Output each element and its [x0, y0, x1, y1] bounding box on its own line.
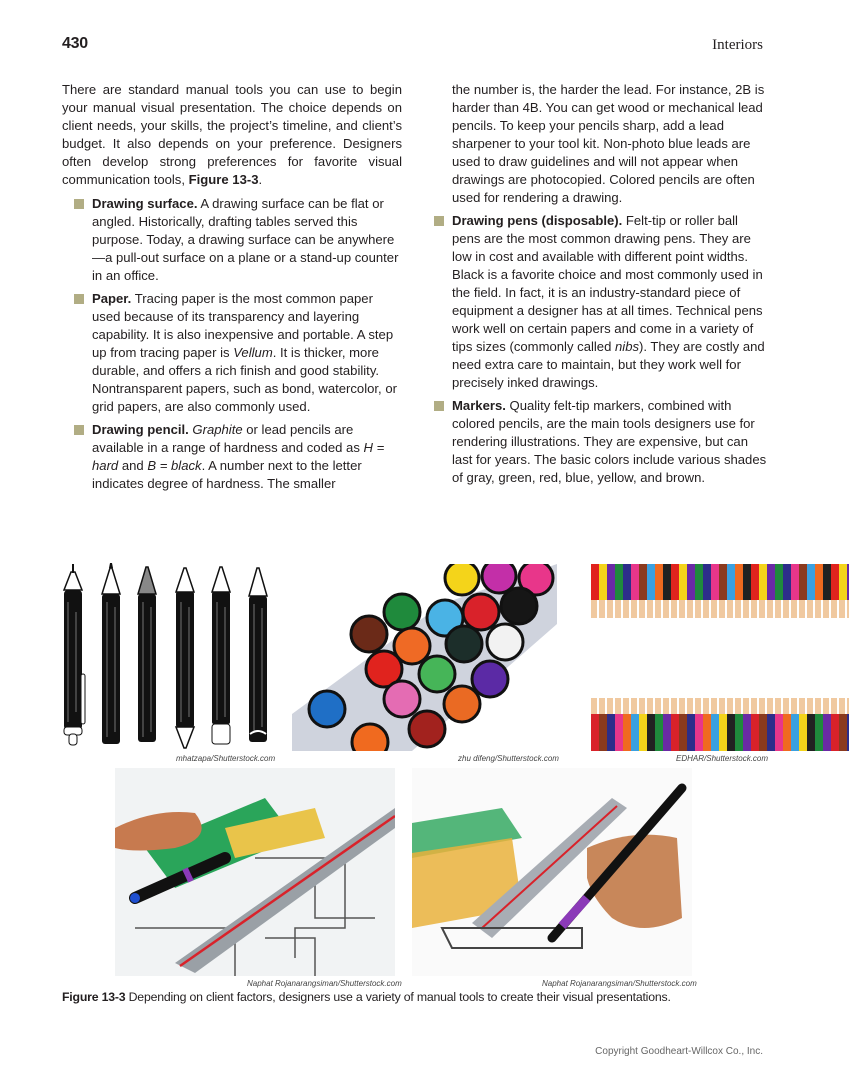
markers-icon [292, 564, 557, 751]
hand-with-pen-icon [412, 768, 692, 976]
bullet-drawing-pencil: Drawing pencil. Graphite or lead pencils are available in a range of hardness and coded as H = hard and B = black. A number next to the letter indicates degree of hardness. The smaller [62, 421, 402, 493]
square-bullet-icon [434, 216, 444, 226]
bullet-paper: Paper. Tracing paper is the most common paper used because of its transparency and layering capability. It is also inexpensive and portable. A step up from tracing paper is Vellum. It is thicker, more durable, and offers a rich finish and good stability. Nontransparent papers, such as bond, watercolor, or grid papers, are also commonly used. [62, 290, 402, 416]
left-column [62, 81, 402, 498]
figure-reference: Figure 13-3 [188, 172, 259, 187]
bullet-markers: Markers. Quality felt-tip markers, combined with colored pencils, are the main tools designers use for rendering illustrations. They are expensive, but can last for years. The basic colors include various shades of gray, green, red, blue, yellow, and brown. [431, 397, 769, 487]
bullet-title: Drawing pens (disposable). [452, 213, 623, 228]
photo-credit: Naphat Rojanarangsiman/Shutterstock.com [247, 979, 402, 988]
bullet-drawing-pens: Drawing pens (disposable). Felt-tip or roller ball pens are the most common drawing pens. They are low in cost and available with different point widths. Black is a favorite choice and most commonly used in the field. In fact, it is an industry-standard piece of equipment a designer has at all times. Technical pens work well on certain papers and come in a variety of tips sizes (commonly called nibs). They are costly and need extra care to maintain, but they work well for precisely inked drawings. [431, 212, 769, 392]
figure-caption: Figure 13-3 Depending on client factors, designers use a variety of manual tools to create their visual presentations. [62, 990, 671, 1004]
pencil-tips-top [591, 600, 849, 618]
running-head: Interiors [712, 37, 763, 53]
pencil-row-top [591, 564, 849, 600]
copyright-notice: Copyright Goodheart-Willcox Co., Inc. [595, 1046, 763, 1057]
photo-marker-caps [292, 564, 557, 751]
pencil-row-bottom [591, 714, 849, 751]
square-bullet-icon [434, 401, 444, 411]
bullet-title: Drawing surface. [92, 196, 198, 211]
photo-credit: Naphat Rojanarangsiman/Shutterstock.com [542, 979, 697, 988]
bullet-title: Markers. [452, 398, 506, 413]
pencil-drawing-icon [58, 562, 288, 752]
square-bullet-icon [74, 425, 84, 435]
photo-scale-ruler-templates [115, 768, 395, 976]
photo-hand-drawing [412, 768, 692, 976]
bullet-title: Paper. [92, 291, 132, 306]
square-bullet-icon [74, 199, 84, 209]
square-bullet-icon [74, 294, 84, 304]
photo-credit: zhu difeng/Shutterstock.com [458, 754, 559, 763]
bullet-drawing-surface: Drawing surface. A drawing surface can be flat or angled. Historically, drafting tables served this purpose. Today, a drawing surface can be anywhere—a pull-out surface on a plane or a stand-up counter in an office. [62, 195, 402, 285]
right-column [431, 81, 769, 492]
intro-paragraph: There are standard manual tools you can use to begin your manual visual presentation. The choice depends on client needs, your skills, the project’s timeline, and client’s budget. It also depends on your preference. Designers often develop strong preferences for favorite visual communication tools, Figure 13-3. [62, 82, 402, 187]
photo-pencils-illustration [58, 562, 288, 752]
photo-credit: mhatzapa/Shutterstock.com [176, 754, 276, 763]
bullet-title: Drawing pencil. [92, 422, 189, 437]
photo-colored-pencils [591, 564, 849, 751]
pencil-tips-bottom [591, 698, 849, 714]
bullet-drawing-pencil-continued: the number is, the harder the lead. For instance, 2B is harder than 4B. You can get wood or mechanical lead pencils. To keep your pencils sharp, add a lead sharpener to your tool kit. Non-photo blue leads are used to draw guidelines and will not appear when drawings are photocopied. Colored pencils are often used for rendering a drawing. [452, 82, 765, 205]
photo-credit: EDHAR/Shutterstock.com [676, 754, 769, 763]
page-number: 430 [62, 35, 88, 52]
drafting-tools-icon [115, 768, 395, 976]
figure-label: Figure 13-3 [62, 990, 126, 1004]
